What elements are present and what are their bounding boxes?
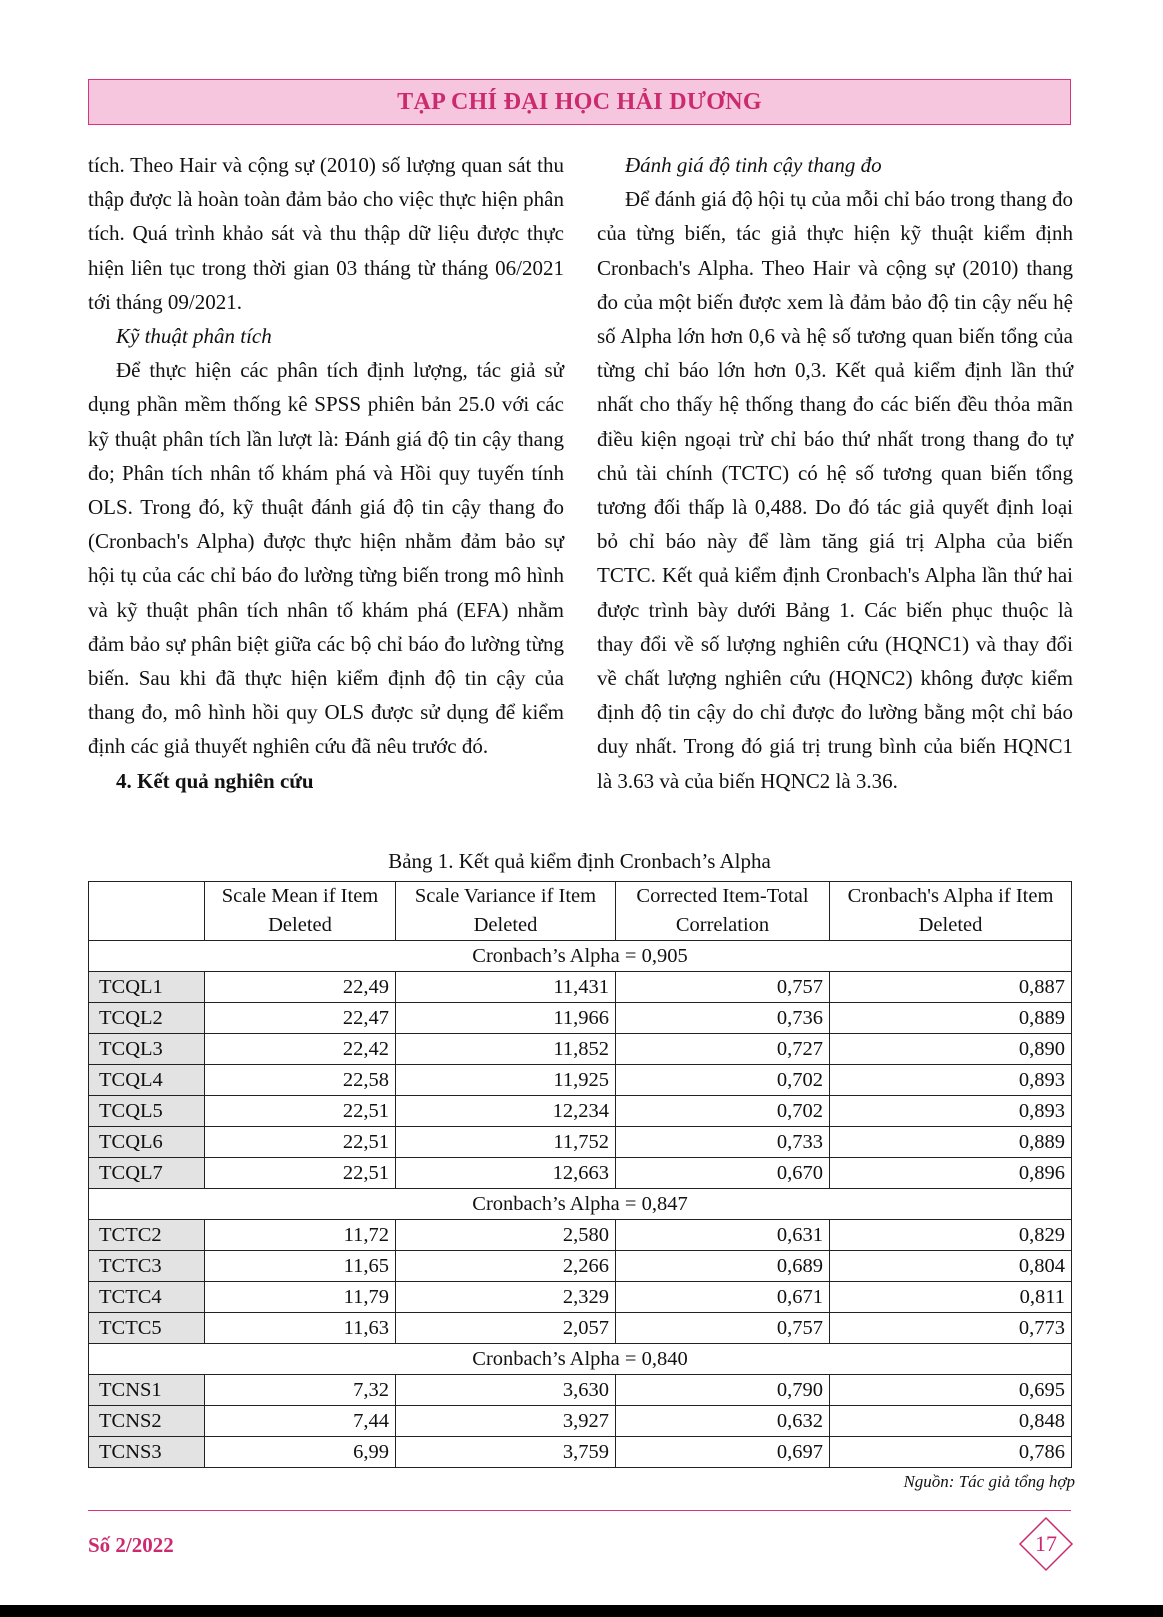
scale-mean-cell: 11,65 (205, 1251, 396, 1282)
left-paragraph-2: Để thực hiện các phân tích định lượng, tác giả sử dụng phần mềm thống kê SPSS phiên bản 25.0 với các kỹ thuật phân tích lần lượt là: Đánh giá độ tin cậy thang đo; Phân tích nhân tố khám phá và Hồi quy tuyến tính OLS. Trong đó, kỹ thuật đánh giá độ tin cậy thang đo (Cronbach's Alpha) được thực hiện nhằm đảm bảo sự hội tụ của các chỉ báo đo lường từng biến trong mô hình và kỹ thuật phân tích nhân tố khám phá (EFA) nhằm đảm bảo sự phân biệt giữa các bộ chỉ báo đo lường từng biến. Sau khi đã thực hiện kiểm định độ tin cậy của thang đo, mô hình hồi quy OLS được sử dụng để kiểm định các giả thuyết nghiên cứu đã nêu trước đó. (88, 358, 564, 759)
corrected-correlation-cell: 0,689 (616, 1251, 830, 1282)
scale-variance-cell: 2,266 (396, 1251, 616, 1282)
header-cell-empty (89, 882, 205, 941)
journal-title: TẠP CHÍ ĐẠI HỌC HẢI DƯƠNG (397, 88, 762, 115)
scale-variance-cell: 11,431 (396, 972, 616, 1003)
page-number: 17 (1035, 1531, 1057, 1556)
scale-variance-cell: 12,234 (396, 1096, 616, 1127)
right-column (597, 148, 1073, 798)
alpha-if-deleted-cell: 0,889 (830, 1003, 1072, 1034)
item-label-cell: TCNS3 (89, 1437, 205, 1468)
item-label-cell: TCQL6 (89, 1127, 205, 1158)
scale-mean-cell: 22,47 (205, 1003, 396, 1034)
alpha-if-deleted-cell: 0,786 (830, 1437, 1072, 1468)
scale-variance-cell: 11,752 (396, 1127, 616, 1158)
header-alpha-if-deleted: Cronbach's Alpha if Item Deleted (830, 882, 1072, 941)
corrected-correlation-cell: 0,733 (616, 1127, 830, 1158)
table-row (89, 972, 1072, 1003)
table-row (89, 1406, 1072, 1437)
scale-mean-cell: 11,79 (205, 1282, 396, 1313)
scale-mean-cell: 22,58 (205, 1065, 396, 1096)
alpha-if-deleted-cell: 0,889 (830, 1127, 1072, 1158)
table-row (89, 1313, 1072, 1344)
scale-mean-cell: 7,32 (205, 1375, 396, 1406)
corrected-correlation-cell: 0,697 (616, 1437, 830, 1468)
table-row (89, 1127, 1072, 1158)
alpha-if-deleted-cell: 0,893 (830, 1065, 1072, 1096)
table-caption: Bảng 1. Kết quả kiểm định Cronbach’s Alpha (388, 849, 771, 873)
item-label-cell: TCTC2 (89, 1220, 205, 1251)
item-label-cell: TCQL4 (89, 1065, 205, 1096)
header-corrected-correlation: Corrected Item-Total Correlation (616, 882, 830, 941)
table-header-row (89, 882, 1072, 941)
header-scale-variance: Scale Variance if Item Deleted (396, 882, 616, 941)
scale-variance-cell: 11,966 (396, 1003, 616, 1034)
scale-variance-cell: 2,057 (396, 1313, 616, 1344)
alpha-if-deleted-cell: 0,890 (830, 1034, 1072, 1065)
item-label-cell: TCNS2 (89, 1406, 205, 1437)
journal-header-band (88, 79, 1071, 125)
alpha-if-deleted-cell: 0,773 (830, 1313, 1072, 1344)
bottom-bar (0, 1605, 1163, 1617)
scale-mean-cell: 22,42 (205, 1034, 396, 1065)
alpha-if-deleted-cell: 0,896 (830, 1158, 1072, 1189)
cronbach-table (88, 881, 1072, 1468)
group-row (89, 1344, 1072, 1375)
subheading-reliability: Đánh giá độ tinh cậy thang đo (625, 153, 882, 177)
table-row (89, 1251, 1072, 1282)
footer-divider (88, 1510, 1071, 1511)
scale-mean-cell: 22,51 (205, 1096, 396, 1127)
subheading-analysis-technique: Kỹ thuật phân tích (116, 324, 272, 349)
table-row (89, 1437, 1072, 1468)
scale-variance-cell: 11,925 (396, 1065, 616, 1096)
alpha-if-deleted-cell: 0,829 (830, 1220, 1072, 1251)
alpha-if-deleted-cell: 0,893 (830, 1096, 1072, 1127)
scale-variance-cell: 11,852 (396, 1034, 616, 1065)
group-alpha-title: Cronbach’s Alpha = 0,847 (89, 1189, 1072, 1220)
item-label-cell: TCQL5 (89, 1096, 205, 1127)
alpha-if-deleted-cell: 0,804 (830, 1251, 1072, 1282)
item-label-cell: TCTC5 (89, 1313, 205, 1344)
group-alpha-title: Cronbach’s Alpha = 0,840 (89, 1344, 1072, 1375)
item-label-cell: TCTC3 (89, 1251, 205, 1282)
corrected-correlation-cell: 0,757 (616, 1313, 830, 1344)
table-row (89, 1034, 1072, 1065)
table-row (89, 1158, 1072, 1189)
alpha-if-deleted-cell: 0,887 (830, 972, 1072, 1003)
item-label-cell: TCQL7 (89, 1158, 205, 1189)
corrected-correlation-cell: 0,702 (616, 1065, 830, 1096)
table-source: Nguồn: Tác giả tổng hợp (903, 1472, 1075, 1491)
left-column (88, 148, 564, 798)
scale-variance-cell: 3,630 (396, 1375, 616, 1406)
corrected-correlation-cell: 0,702 (616, 1096, 830, 1127)
table-row (89, 1375, 1072, 1406)
item-label-cell: TCQL3 (89, 1034, 205, 1065)
alpha-if-deleted-cell: 0,811 (830, 1282, 1072, 1313)
table-row (89, 1065, 1072, 1096)
group-row (89, 941, 1072, 972)
scale-variance-cell: 3,759 (396, 1437, 616, 1468)
scale-mean-cell: 6,99 (205, 1437, 396, 1468)
scale-mean-cell: 22,49 (205, 972, 396, 1003)
group-alpha-title: Cronbach’s Alpha = 0,905 (89, 941, 1072, 972)
corrected-correlation-cell: 0,727 (616, 1034, 830, 1065)
corrected-correlation-cell: 0,631 (616, 1220, 830, 1251)
table-row (89, 1220, 1072, 1251)
group-row (89, 1189, 1072, 1220)
scale-mean-cell: 22,51 (205, 1158, 396, 1189)
scale-variance-cell: 3,927 (396, 1406, 616, 1437)
scale-mean-cell: 11,63 (205, 1313, 396, 1344)
corrected-correlation-cell: 0,671 (616, 1282, 830, 1313)
page-number-badge (1018, 1516, 1074, 1572)
corrected-correlation-cell: 0,757 (616, 972, 830, 1003)
corrected-correlation-cell: 0,632 (616, 1406, 830, 1437)
header-scale-mean: Scale Mean if Item Deleted (205, 882, 396, 941)
scale-mean-cell: 7,44 (205, 1406, 396, 1437)
alpha-if-deleted-cell: 0,695 (830, 1375, 1072, 1406)
corrected-correlation-cell: 0,790 (616, 1375, 830, 1406)
scale-variance-cell: 2,580 (396, 1220, 616, 1251)
scale-mean-cell: 22,51 (205, 1127, 396, 1158)
issue-number: Số 2/2022 (88, 1533, 174, 1557)
table-row (89, 1282, 1072, 1313)
item-label-cell: TCQL2 (89, 1003, 205, 1034)
right-paragraph-1: Để đánh giá độ hội tụ của mỗi chỉ báo trong thang đo của từng biến, tác giả thực hiện kỹ thuật kiểm định Cronbach's Alpha. Theo Hair và cộng sự (2010) thang đo của một biến được xem là đảm bảo độ tin cậy nếu hệ số Alpha lớn hơn 0,6 và hệ số tương quan biến tổng của từng chỉ báo lớn hơn 0,3. Kết quả kiểm định lần thứ nhất cho thấy hệ thống thang đo các biến đều thỏa mãn điều kiện ngoại trừ chỉ báo thứ nhất trong thang đo tự chủ tài chính (TCTC) có hệ số tương quan biến tổng tương đối thấp là 0,488. Do đó tác giả quyết định loại bỏ chỉ báo này để làm tăng giá trị Alpha của biến TCTC. Kết quả kiểm định Cronbach's Alpha lần thứ hai được trình bày dưới Bảng 1. Các biến phục thuộc là thay đổi về số lượng nghiên cứu (HQNC1) và thay đổi về chất lượng nghiên cứu (HQNC2) không được kiểm định độ tin cậy do chỉ được đo lường bằng một chỉ báo duy nhất. Trong đó giá trị trung bình của biến HQNC1 là 3.63 và của biến HQNC2 là 3.36. (597, 187, 1073, 793)
item-label-cell: TCQL1 (89, 972, 205, 1003)
table-row (89, 1096, 1072, 1127)
left-paragraph-1: tích. Theo Hair và cộng sự (2010) số lượng quan sát thu thập được là hoàn toàn đảm bảo cho việc thực hiện phân tích. Quá trình khảo sát và thu thập dữ liệu được thực hiện liên tục trong thời gian 03 tháng từ tháng 06/2021 tới tháng 09/2021. (88, 153, 564, 314)
table-row (89, 1003, 1072, 1034)
section-heading-results: 4. Kết quả nghiên cứu (116, 768, 314, 793)
scale-variance-cell: 12,663 (396, 1158, 616, 1189)
scale-variance-cell: 2,329 (396, 1282, 616, 1313)
scale-mean-cell: 11,72 (205, 1220, 396, 1251)
item-label-cell: TCTC4 (89, 1282, 205, 1313)
corrected-correlation-cell: 0,670 (616, 1158, 830, 1189)
alpha-if-deleted-cell: 0,848 (830, 1406, 1072, 1437)
corrected-correlation-cell: 0,736 (616, 1003, 830, 1034)
item-label-cell: TCNS1 (89, 1375, 205, 1406)
